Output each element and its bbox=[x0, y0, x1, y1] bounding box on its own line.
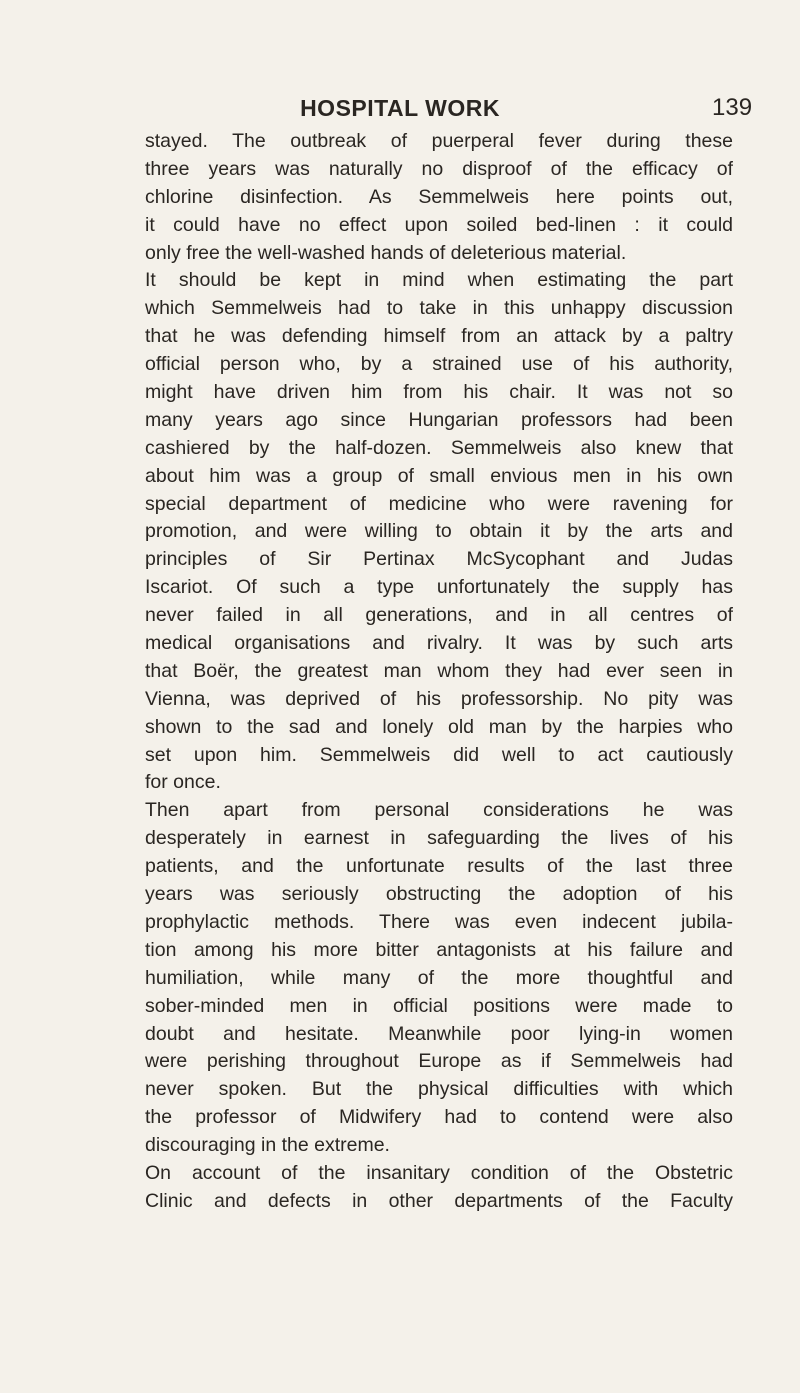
text-line: that Boër, the greatest man whom they had ever seen in bbox=[145, 659, 733, 682]
text-line: tion among his more bitter antagonists at his failure and bbox=[145, 938, 733, 961]
text-line: sober-minded men in official positions were made to bbox=[145, 994, 733, 1017]
text-line: chlorine disinfection. As Semmelweis here points out, bbox=[145, 185, 733, 208]
body-text bbox=[145, 128, 733, 1216]
running-head: HOSPITAL WORK bbox=[300, 95, 500, 121]
text-line: cashiered by the half-dozen. Semmelweis also knew that bbox=[145, 436, 733, 459]
text-line: Then apart from personal considerations he was bbox=[145, 799, 733, 822]
text-line: never spoken. But the physical difficulties with which bbox=[145, 1078, 733, 1101]
paragraph bbox=[145, 267, 733, 797]
text-line: were perishing throughout Europe as if Semmelweis had bbox=[145, 1050, 733, 1073]
paragraph bbox=[145, 797, 733, 1160]
text-line: years was seriously obstructing the adoption of his bbox=[145, 883, 733, 906]
text-line: set upon him. Semmelweis did well to act cautiously bbox=[145, 743, 733, 766]
text-line: that he was defending himself from an attack by a paltry bbox=[145, 325, 733, 348]
text-line: shown to the sad and lonely old man by the harpies who bbox=[145, 715, 733, 738]
text-line: about him was a group of small envious men in his own bbox=[145, 464, 733, 487]
text-line: official person who, by a strained use of his authority, bbox=[145, 353, 733, 376]
text-line: for once. bbox=[145, 771, 221, 794]
page-number: 139 bbox=[712, 94, 753, 121]
text-line: On account of the insanitary condition of the Obstetric bbox=[145, 1161, 733, 1184]
text-line: prophylactic methods. There was even indecent jubila- bbox=[145, 910, 733, 933]
text-line: which Semmelweis had to take in this unhappy discussion bbox=[145, 297, 733, 320]
paragraph bbox=[145, 1160, 733, 1216]
text-line: never failed in all generations, and in all centres of bbox=[145, 604, 733, 627]
text-line: the professor of Midwifery had to contend were also bbox=[145, 1106, 733, 1129]
text-line: stayed. The outbreak of puerperal fever during these bbox=[145, 130, 733, 152]
text-line: doubt and hesitate. Meanwhile poor lying-in women bbox=[145, 1022, 733, 1045]
text-line: medical organisations and rivalry. It was by such arts bbox=[145, 632, 733, 655]
paragraph bbox=[145, 128, 733, 267]
text-line: desperately in earnest in safeguarding the lives of his bbox=[145, 827, 733, 850]
text-line: Vienna, was deprived of his professorship. No pity was bbox=[145, 687, 733, 710]
text-line: might have driven him from his chair. It was not so bbox=[145, 381, 733, 404]
page-header bbox=[0, 88, 800, 128]
text-line: special department of medicine who were ravening for bbox=[145, 492, 733, 515]
text-line: only free the well-washed hands of deleterious material. bbox=[145, 241, 627, 264]
text-line: many years ago since Hungarian professors had been bbox=[145, 408, 733, 431]
text-line: It should be kept in mind when estimating the part bbox=[145, 269, 733, 292]
text-line: promotion, and were willing to obtain it by the arts and bbox=[145, 520, 733, 543]
text-line: Clinic and defects in other departments of the Faculty bbox=[145, 1189, 733, 1212]
text-line: three years was naturally no disproof of the efficacy of bbox=[145, 157, 733, 180]
text-line: patients, and the unfortunate results of the last three bbox=[145, 855, 733, 878]
text-line: humiliation, while many of the more thoughtful and bbox=[145, 966, 733, 989]
text-line: it could have no effect upon soiled bed-linen : it could bbox=[145, 213, 733, 236]
text-line: discouraging in the extreme. bbox=[145, 1134, 390, 1157]
text-line: Iscariot. Of such a type unfortunately the supply has bbox=[145, 576, 733, 599]
text-line: principles of Sir Pertinax McSycophant and Judas bbox=[145, 548, 733, 571]
